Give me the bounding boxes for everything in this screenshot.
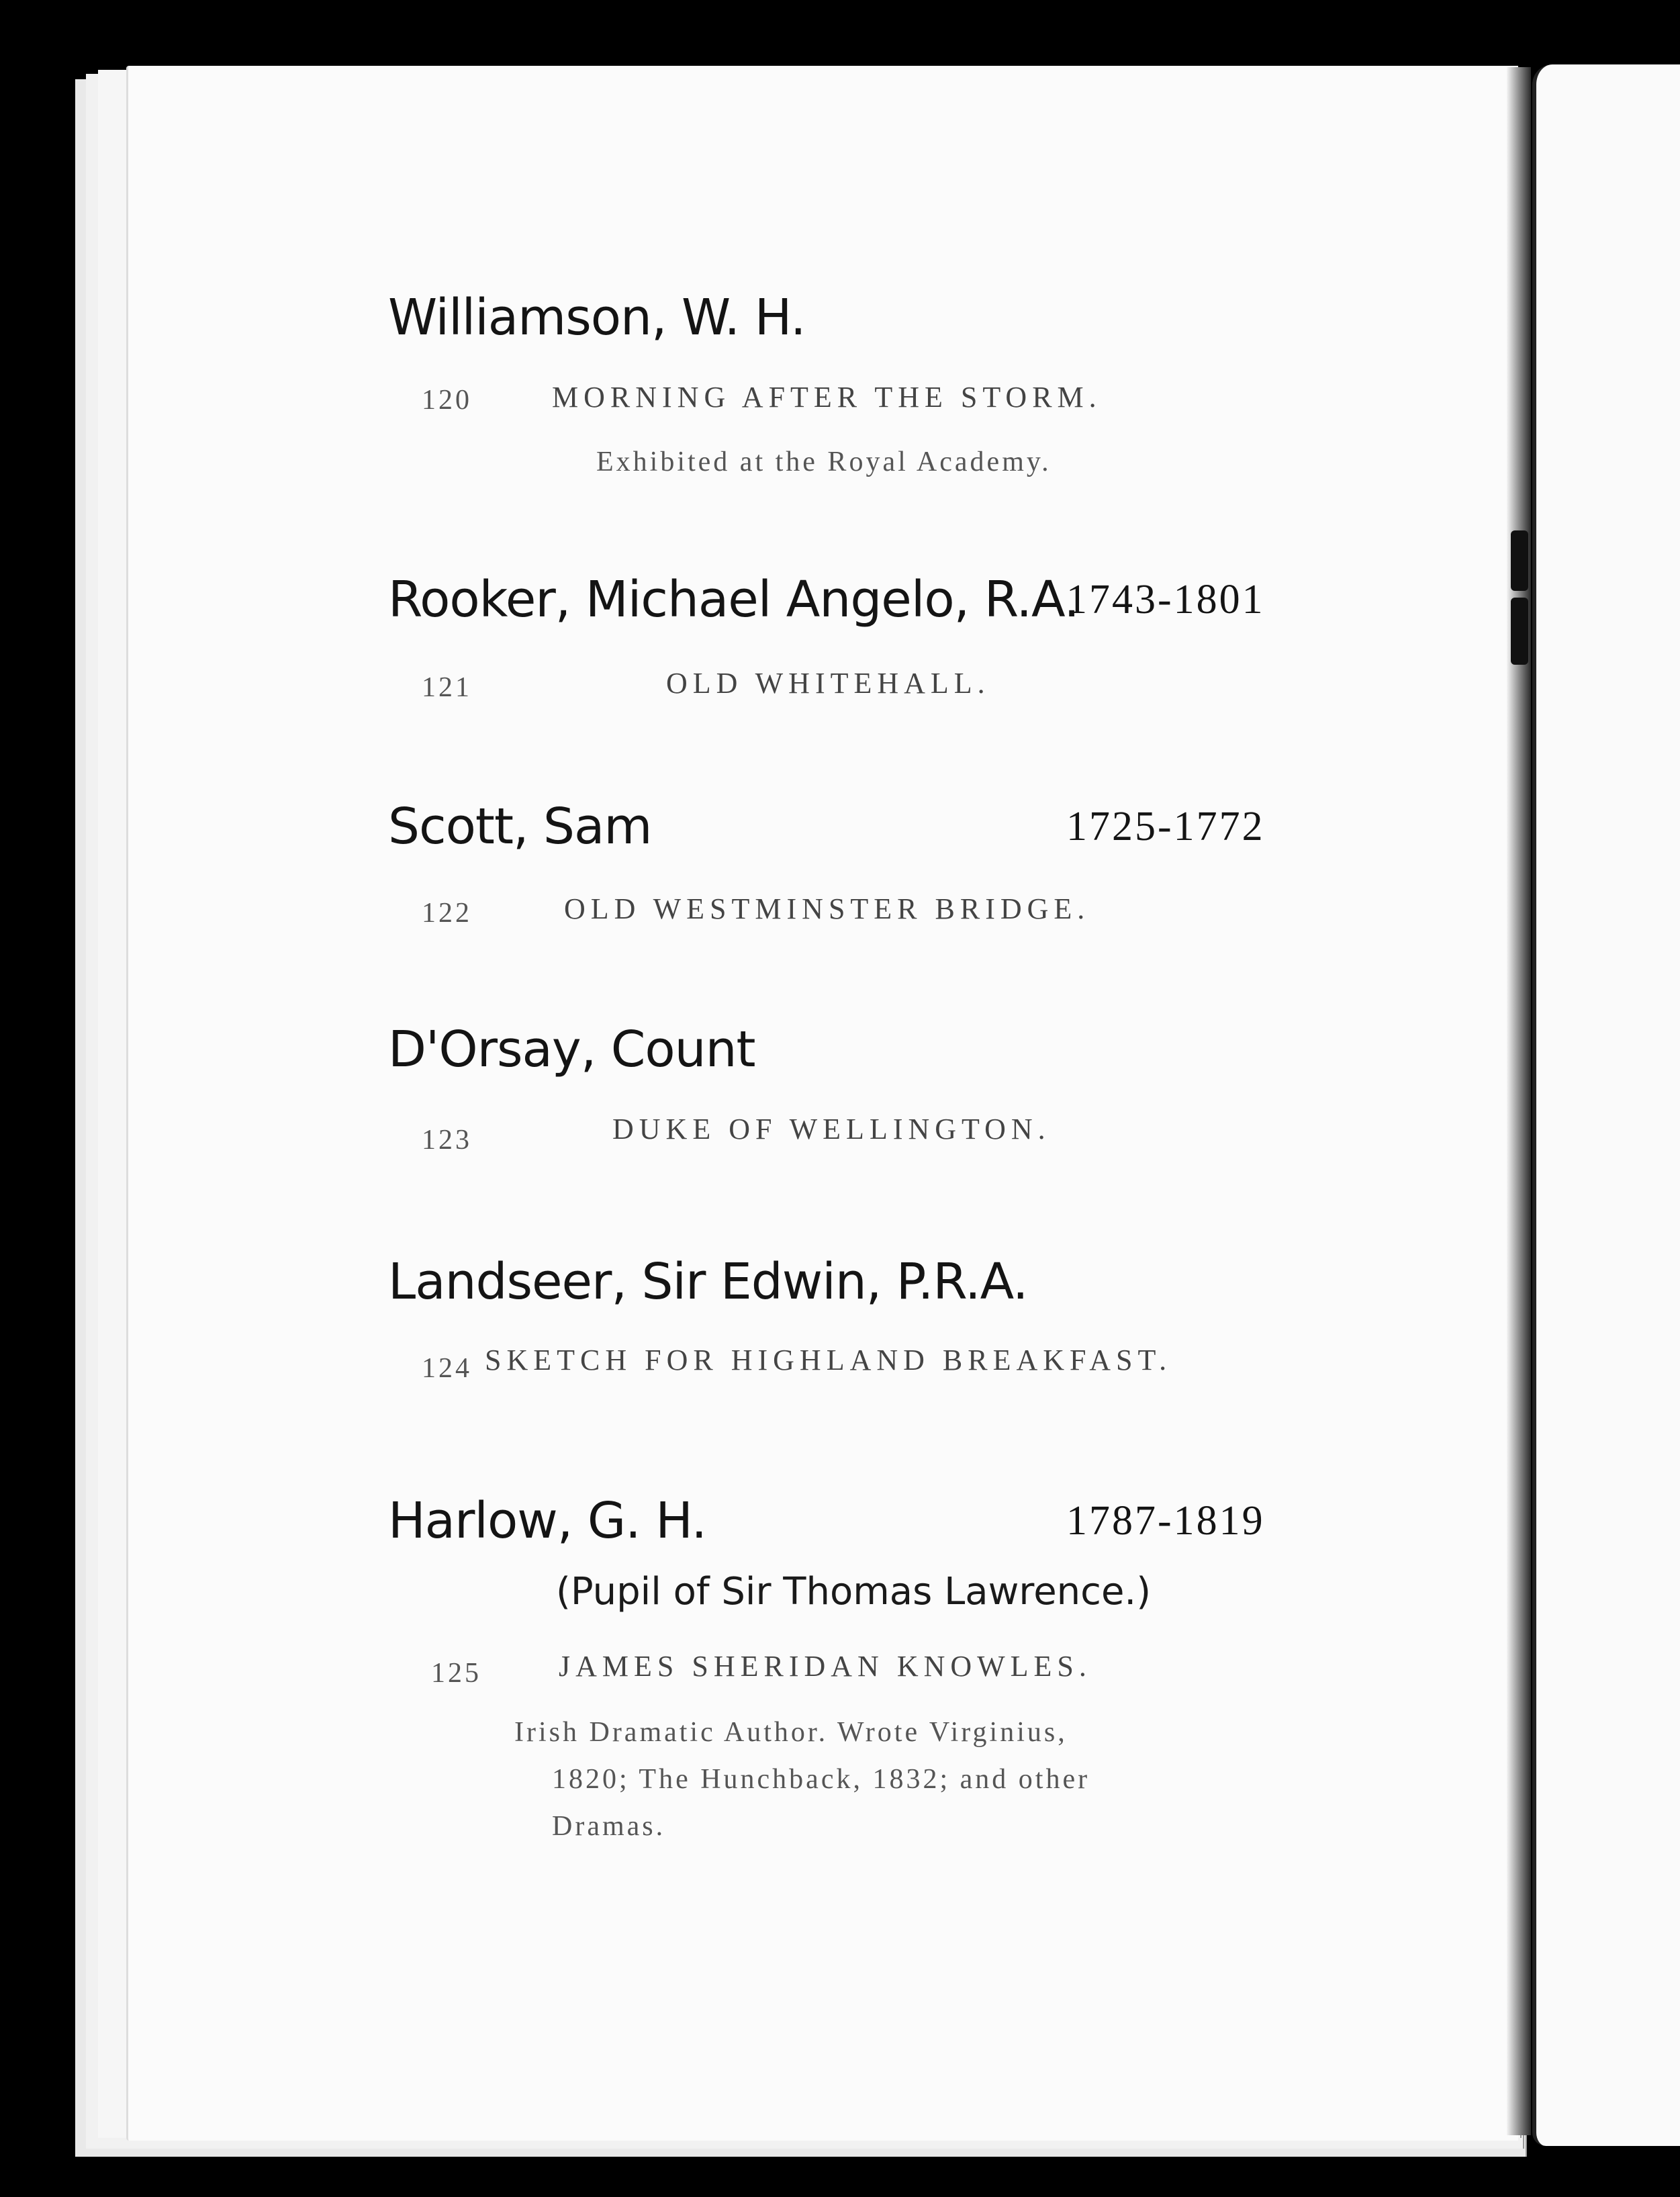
catalogue-page — [126, 66, 1518, 2141]
binding-mark — [1511, 598, 1528, 665]
artist-dates: 1787-1819 — [1066, 1498, 1265, 1544]
artwork-title: SKETCH FOR HIGHLAND BREAKFAST. — [485, 1344, 1172, 1376]
artist-dates: 1725-1772 — [1066, 804, 1265, 849]
artwork-description-line: Dramas. — [552, 1811, 666, 1842]
artist-name: Williamson, W. H. — [388, 289, 806, 346]
catalogue-number: 125 — [431, 1658, 481, 1689]
artwork-description-line: Irish Dramatic Author. Wrote Virginius, — [514, 1717, 1068, 1748]
artist-name: D'Orsay, Count — [388, 1021, 755, 1078]
catalogue-number: 120 — [422, 385, 472, 416]
artist-name: Landseer, Sir Edwin, P.R.A. — [388, 1253, 1028, 1311]
book-gutter — [1507, 67, 1531, 2135]
facing-page-edge — [1532, 64, 1680, 2146]
artwork-description-line: 1820; The Hunchback, 1832; and other — [552, 1764, 1090, 1795]
catalogue-number: 123 — [422, 1125, 472, 1156]
artist-name: Harlow, G. H. — [388, 1492, 707, 1550]
catalogue-number: 121 — [422, 672, 472, 703]
artwork-title: DUKE OF WELLINGTON. — [612, 1113, 1051, 1146]
catalogue-number: 124 — [422, 1353, 472, 1384]
artist-name: Scott, Sam — [388, 798, 652, 855]
artwork-title: OLD WESTMINSTER BRIDGE. — [564, 892, 1090, 925]
artist-dates: 1743-1801 — [1066, 577, 1265, 622]
artist-subtitle: (Pupil of Sir Thomas Lawrence.) — [556, 1570, 1152, 1614]
catalogue-number: 122 — [422, 898, 472, 929]
artwork-title: JAMES SHERIDAN KNOWLES. — [559, 1650, 1092, 1683]
binding-mark — [1511, 530, 1528, 591]
artwork-note: Exhibited at the Royal Academy. — [596, 447, 1052, 477]
artwork-title: MORNING AFTER THE STORM. — [552, 381, 1102, 414]
artwork-title: OLD WHITEHALL. — [666, 667, 990, 700]
artist-name: Rooker, Michael Angelo, R.A. — [388, 571, 1079, 628]
